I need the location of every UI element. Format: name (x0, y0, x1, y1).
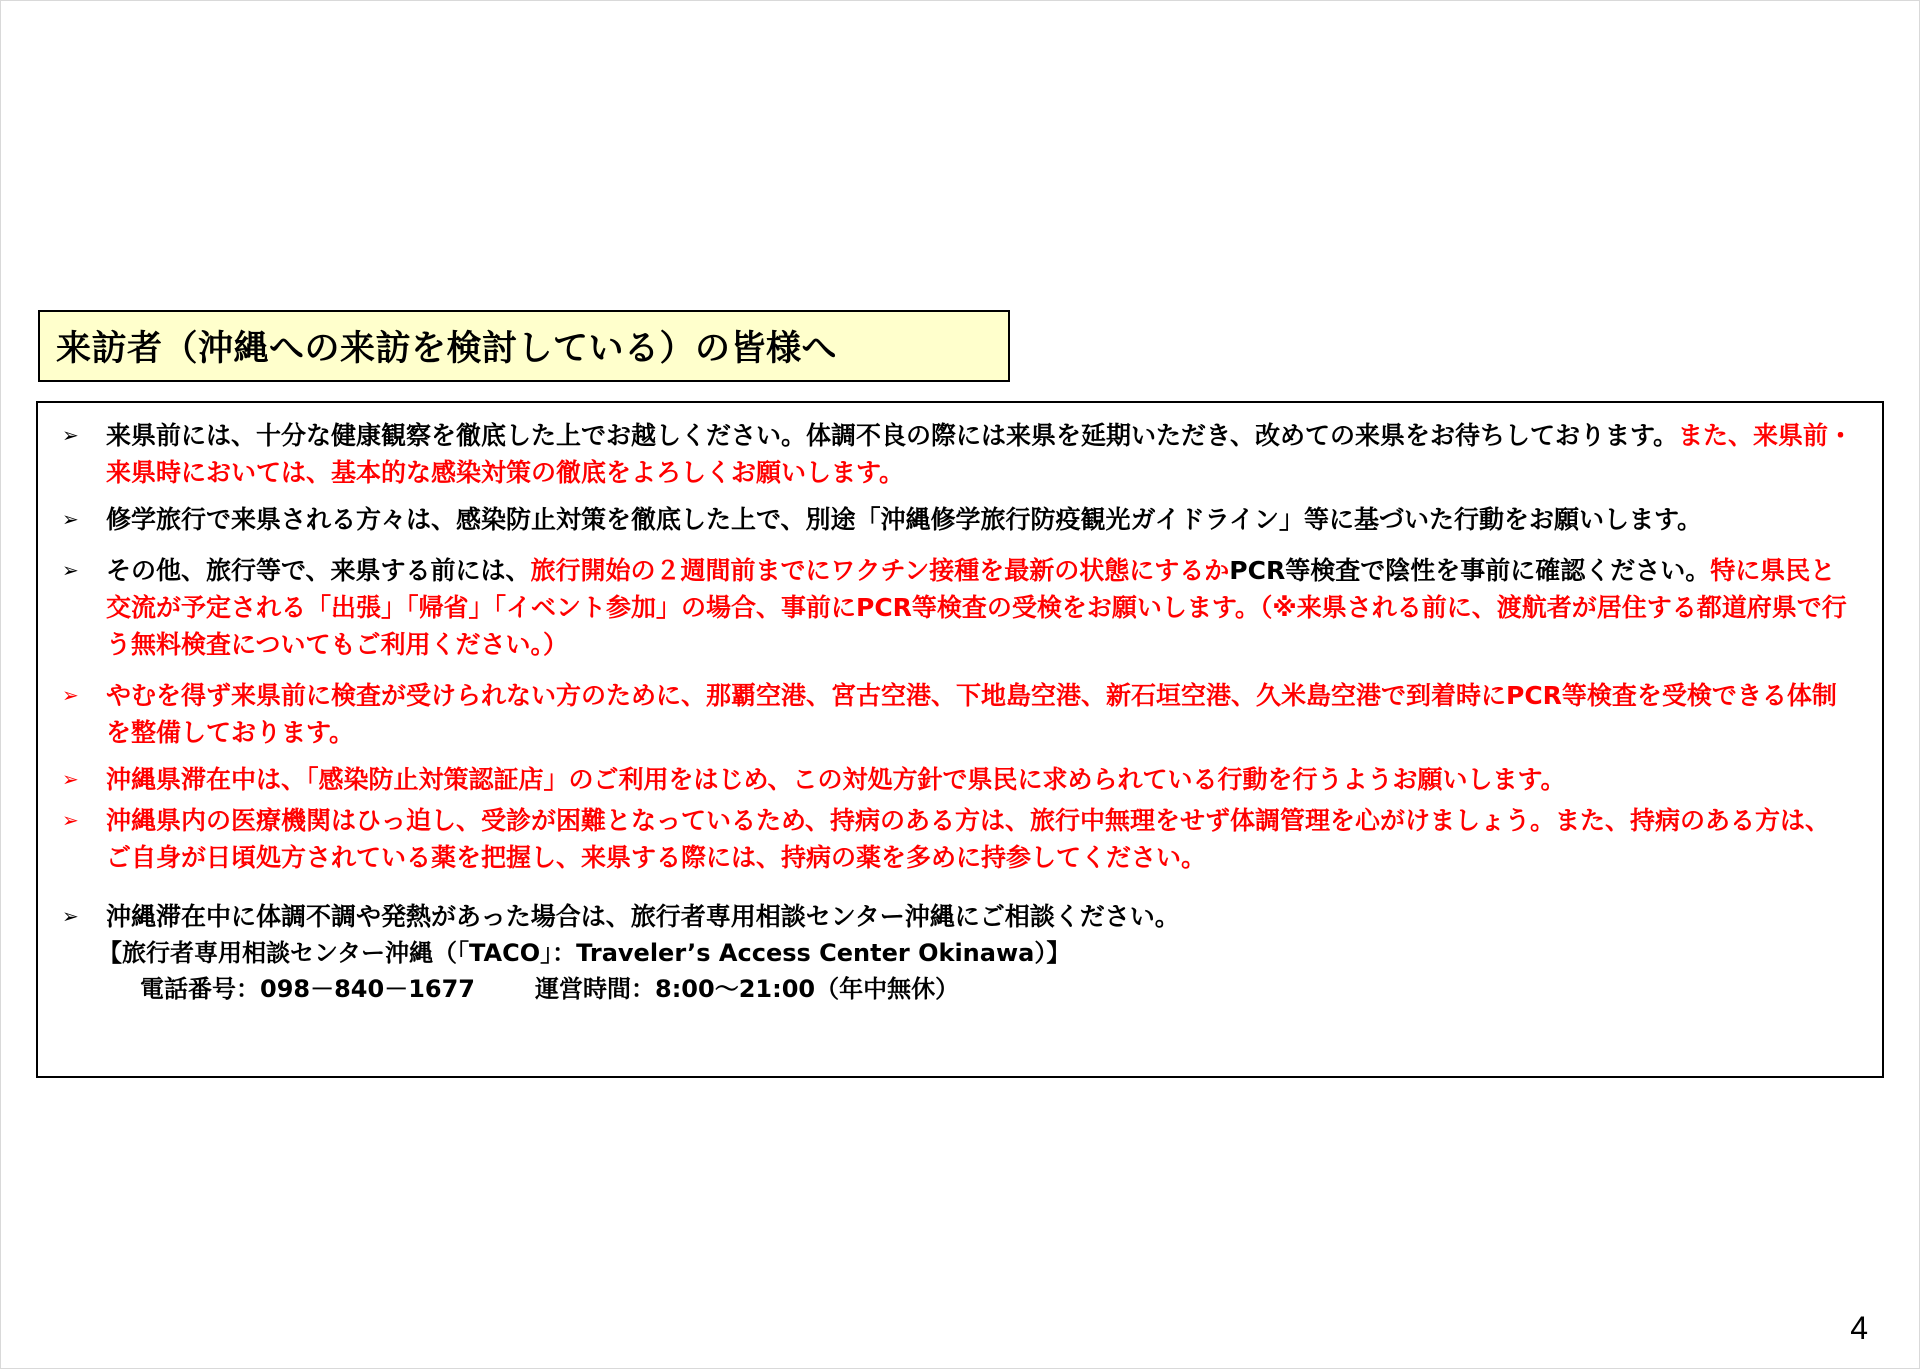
item-text (106, 552, 1854, 663)
phone-number: 電話番号：098－840－1677 (140, 975, 475, 1003)
arrow-bullet-icon: ➢ (62, 683, 79, 707)
item-text-red: 沖縄県滞在中は、「感染防止対策認証店」のご利用をはじめ、この対処方針で県民に求められている行動を行うようお願いします。 (106, 765, 1566, 794)
arrow-bullet-icon: ➢ (62, 423, 79, 447)
item-text (106, 802, 1854, 876)
item-text-red: 特に県民と交流が予定される「出張」「帰省」「イベント参加」の場合、事前にPCR等検査の受検をお願いします。（※来県される前に、渡航者が居住する都道府県で行う無料検査についてもご利用ください。） (106, 556, 1847, 659)
page-number: 4 (1850, 1310, 1868, 1346)
operating-hours: 運営時間：8:00～21:00（年中無休） (535, 975, 960, 1003)
item-text-black: 来県前には、十分な健康観察を徹底した上でお越しください。体調不良の際には来県を延期いただき、改めての来県をお待ちしております。 (106, 421, 1679, 450)
item-text-black: PCR等検査で陰性を事前に確認ください。 (1229, 556, 1711, 585)
list-item-medical-care (62, 802, 1854, 876)
arrow-bullet-icon: ➢ (62, 767, 79, 791)
consultation-contact (140, 971, 1854, 1007)
list-item-vaccination-pcr (62, 552, 1854, 663)
arrow-bullet-icon: ➢ (62, 904, 79, 928)
item-text (106, 677, 1854, 751)
item-text-red: 沖縄県内の医療機関はひっ迫し、受診が困難となっているため、持病のある方は、旅行中無理をせず体調管理を心がけましょう。また、持病のある方は、ご自身が日頃処方されている薬を把握し、来県する際には、持病の薬を多めに持参してください。 (106, 806, 1831, 872)
item-text-red: また、来県前・来県時においては、基本的な感染対策の徹底をよろしくお願いします。 (106, 421, 1854, 487)
consultation-center-name: 【旅行者専用相談センター沖縄（「TACO」：Traveler’s Access Center Okinawa）】 (98, 939, 1071, 967)
item-text-black: 沖縄滞在中に体調不調や発熱があった場合は、旅行者専用相談センター沖縄にご相談ください。 (106, 902, 1180, 931)
item-text (106, 417, 1854, 491)
item-text (106, 501, 1854, 538)
list-item-school-trip (62, 501, 1854, 538)
page-title-text: 来訪者（沖縄への来訪を検討している）の皆様へ (56, 329, 838, 369)
list-item-health-observation (62, 417, 1854, 491)
item-text-red: 旅行開始の２週間前までにワクチン接種を最新の状態にするか (530, 556, 1230, 585)
list-item-airport-testing (62, 677, 1854, 751)
item-text-black: その他、旅行等で、来県する前には、 (106, 556, 531, 585)
item-text (106, 898, 1854, 935)
page-title (38, 310, 1010, 382)
list-item-consultation (62, 898, 1854, 935)
notice-box (36, 401, 1884, 1078)
arrow-bullet-icon: ➢ (62, 507, 79, 531)
list-item-certified-stores (62, 761, 1854, 798)
arrow-bullet-icon: ➢ (62, 808, 79, 832)
item-text-black: 修学旅行で来県される方々は、感染防止対策を徹底した上で、別途「沖縄修学旅行防疫観光ガイドライン」等に基づいた行動をお願いします。 (106, 505, 1703, 534)
item-text-red: やむを得ず来県前に検査が受けられない方のために、那覇空港、宮古空港、下地島空港、新石垣空港、久米島空港で到着時にPCR等検査を受検できる体制を整備しております。 (106, 681, 1837, 747)
arrow-bullet-icon: ➢ (62, 558, 79, 582)
item-text (106, 761, 1854, 798)
